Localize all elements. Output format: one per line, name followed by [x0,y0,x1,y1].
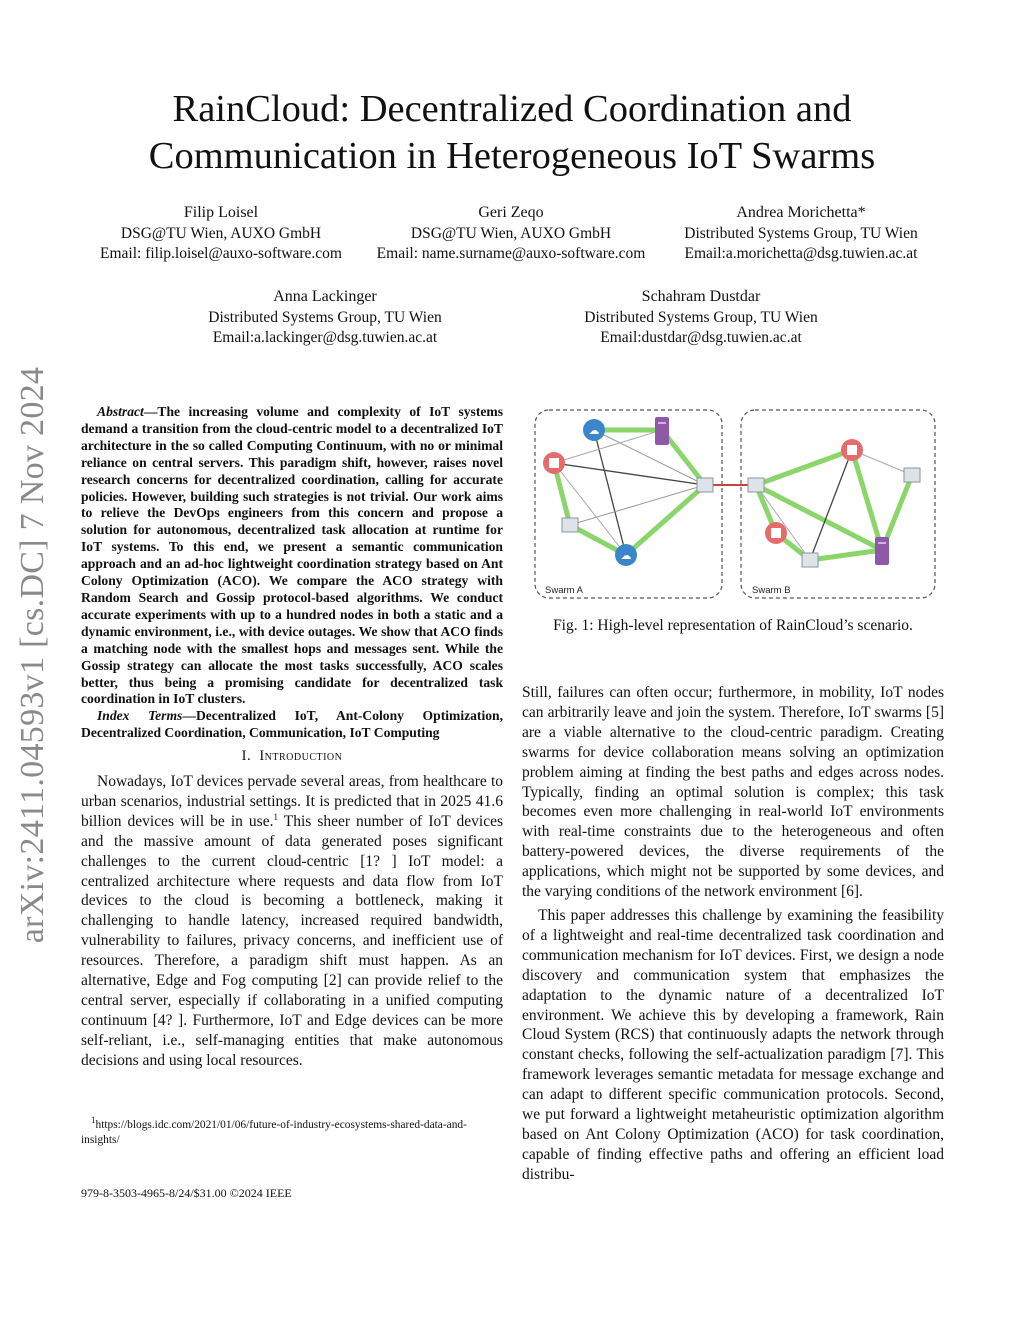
author-email: Email:dustdar@dsg.tuwien.ac.at [600,329,802,346]
intro-paragraph [81,772,503,1071]
intro-text: Nowadays, IoT devices pervade several areas, from healthcare to urban scenarios, industrial settings. It is predicted that in 2025 41.6 billion devices will be in use. [81,773,503,830]
author-block-3 [656,203,946,265]
gateway-node-icon [697,478,713,492]
cloud-node-icon [615,544,637,566]
section-number: I. [241,748,252,764]
title-line-2: Communication in Heterogeneous IoT Swarms [148,135,876,177]
author-email: Email:a.lackinger@dsg.tuwien.ac.at [212,329,438,346]
author-block-4 [180,287,470,349]
swarm-a-edges [554,430,705,555]
right-paragraph-1: Still, failures can often occur; furthermore, in mobility, IoT nodes can arbitrarily leave and join the system. Therefore, IoT swarms [5] are a viable alternative to the cloud-centric paradigm. Creating swarms for device collaboration means solving an optimization problem aiming at finding the best paths and edges across nodes. Typically, finding an optimal solution is complex; this task becomes even more challenging in real-world IoT environments with real-time constraints due to the heterogeneous and often battery-powered devices, the diverse requirements of the applications, which might not be supported by some devices, and the varying conditions of the network environment [6]. [522,684,944,901]
swarm-b-label: Swarm B [752,585,791,596]
author-name: Anna Lackinger [273,288,377,305]
author-block-1 [71,203,371,265]
cloud-node-icon [583,419,605,441]
device-node-icon [904,468,920,482]
author-block-5 [556,287,846,349]
gateway-node-icon [748,478,764,492]
server-node-icon [875,537,889,565]
author-name: Andrea Morichetta* [736,204,866,221]
footnote-mark: 1 [273,811,278,822]
chip-node-icon [765,522,787,544]
swarm-diagram [530,405,940,605]
server-node-icon [655,417,669,445]
author-affiliation: DSG@TU Wien, AUXO GmbH [120,224,322,242]
index-terms [81,708,503,742]
author-affiliation: Distributed Systems Group, TU Wien [684,224,918,242]
svg-text:☁: ☁ [588,425,600,437]
device-node-icon [802,553,818,567]
author-name: Geri Zeqo [478,204,544,221]
arxiv-id: arXiv:2411.04593v1 [cs.DC] 7 Nov 2024 [14,366,51,944]
right-column [522,683,944,1185]
author-email: Email:a.morichetta@dsg.tuwien.ac.at [684,245,918,262]
chip-node-icon [841,439,863,461]
footnote-number: 1 [91,1115,96,1126]
intro-column [81,772,503,1071]
author-block-2 [358,203,664,265]
device-node-icon [562,518,578,532]
section-title: Introduction [259,748,343,764]
abstract-text: —The increasing volume and complexity of IoT systems demand a transition from the cloud-centric model to a decentralized IoT architecture in the so called Computing Continuum, with no or minimal reliance on central servers. This paradigm shift, however, raises novel research concerns for decentralized coordination, calling for accurate policies. However, building such strategies is not trivial. Our work aims to relieve the DevOps engineers from this concern and propose a solution for autonomous, decentralized task allocation at runtime for IoT systems. To this end, we present a semantic communication approach and an ad-hoc lightweight coordination strategy based on Ant Colony Optimization (ACO). We compare the ACO strategy with Random Search and Gossip protocol-based algorithms. We conduct accurate experiments with up to a hundred nodes in both a static and a dynamic environment, i.e., with device outages. We show that ACO finds a matching node with the smallest hops and messages sent. While the Gossip strategy can allocate the most tasks successfully, ACO scales better, thus being a promising candidate for decentralized task coordination in IoT clusters. [81,404,503,707]
index-terms-label: Index Terms [97,708,183,724]
abstract-label: Abstract [97,404,144,419]
author-name: Filip Loisel [183,204,259,221]
index-terms-text: —Decentralized IoT, Ant-Colony Optimization, Decentralized Coordination, Communication, IoT Computing [81,708,503,741]
chip-node-icon [543,452,565,474]
author-email: Email: name.surname@auxo-software.com [376,245,646,262]
title-line-1: RainCloud: Decentralized Coordination and [172,88,852,130]
author-email: Email: filip.loisel@auxo-software.com [100,245,342,262]
author-affiliation: Distributed Systems Group, TU Wien [584,308,818,326]
author-affiliation: DSG@TU Wien, AUXO GmbH [410,224,612,242]
svg-text:☁: ☁ [620,550,632,562]
paper-title [0,86,1024,180]
swarm-a-label: Swarm A [545,585,584,596]
figure-1 [530,405,940,605]
intro-text-cont: This sheer number of IoT devices and the massive amount of data generated poses significant challenges to the current cloud-centric [1? ] IoT model: a centralized architecture where requests and data flow from IoT devices to the cloud is becoming a bottleneck, making it challenging to handle latency, increased required bandwidth, vulnerability to failures, privacy concerns, and inefficient use of resources. Therefore, a paradigm shift must happen. As an alternative, Edge and Fog computing [2] can provide relief to the central server, especially if collaborating in a unified computing continuum [4? ]. Furthermore, IoT and Edge devices can be more self-reliant, i.e., self-managing entities that make autonomous decisions and using local resources. [81,812,503,1069]
copyright-line: 979-8-3503-4965-8/24/$31.00 ©2024 IEEE [81,1186,292,1200]
arxiv-stamp [8,355,58,955]
abstract-paragraph [81,404,503,708]
abstract [81,404,503,742]
footnote [81,1115,503,1148]
author-name: Schahram Dustdar [641,288,761,305]
figure-caption: Fig. 1: High-level representation of RainCloud’s scenario. [553,617,913,634]
footnote-url: https://blogs.idc.com/2021/01/06/future-of-industry-ecosystems-shared-data-and-insights/ [81,1119,467,1146]
author-affiliation: Distributed Systems Group, TU Wien [208,308,442,326]
right-paragraph-2: This paper addresses this challenge by examining the feasibility of a lightweight and real-time decentralized task coordination and communication mechanism for IoT devices. First, we design a node discovery and communication system that emphasizes the adaptation to the dynamic nature of a decentralized IoT environment. We achieve this by developing a framework, Rain Cloud System (RCS) that continuously adapts the network through constant checks, following the self-actualization paradigm [7]. This framework leverages semantic metadata for message exchange and can adapt to different specific communication protocols. Second, we put forward a lightweight metaheuristic optimization algorithm based on Ant Colony Optimization (ACO) for task coordination, capable of finding effective paths and offering an efficient load distribu- [522,906,944,1183]
section-heading [81,748,503,765]
